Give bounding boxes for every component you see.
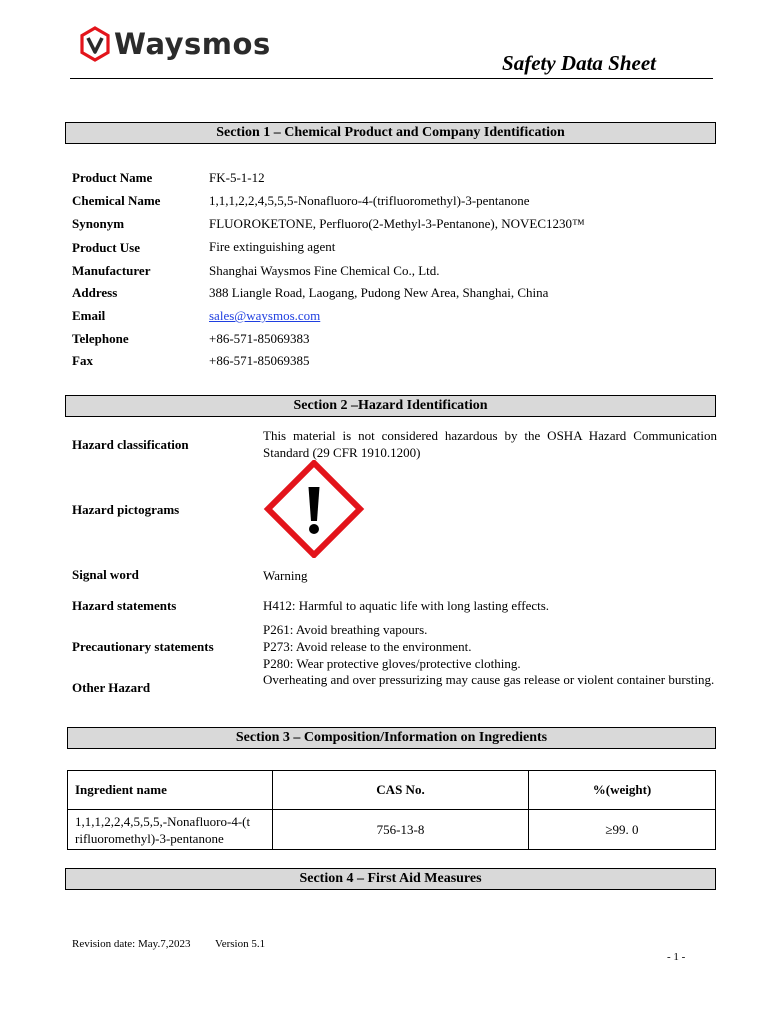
fax-value: +86-571-85069385 (209, 353, 310, 368)
table-row (68, 810, 716, 850)
table-header-row (68, 771, 716, 810)
header-divider (70, 78, 713, 79)
precautionary-statements-list (263, 621, 521, 672)
precautionary-statement: P261: Avoid breathing vapours. (263, 622, 428, 637)
hazard-pictograms-label: Hazard pictograms (72, 502, 180, 517)
product-use-value: Fire extinguishing agent (209, 239, 336, 254)
address-value: 388 Liangle Road, Laogang, Pudong New Area, Shanghai, China (209, 285, 549, 300)
section-1-header: Section 1 – Chemical Product and Company Identification (65, 122, 716, 144)
telephone-value: +86-571-85069383 (209, 331, 310, 346)
precautionary-statement: P280: Wear protective gloves/protective clothing. (263, 656, 521, 671)
precautionary-statements-label: Precautionary statements (72, 639, 214, 654)
ingredient-name-line: rifluoromethyl)-3-pentanone (75, 830, 224, 846)
product-use-label: Product Use (72, 240, 141, 255)
ingredient-name-line: 1,1,1,2,2,4,5,5,5,-Nonafluoro-4-(t (75, 813, 251, 829)
column-header-cas: CAS No. (273, 771, 529, 810)
signal-word-label: Signal word (72, 567, 139, 582)
synonym-label: Synonym (72, 216, 125, 231)
ingredient-name-cell (68, 810, 273, 850)
section-4-header: Section 4 – First Aid Measures (65, 868, 716, 890)
address-label: Address (72, 285, 118, 300)
fax-label: Fax (72, 353, 93, 368)
precautionary-statement: P273: Avoid release to the environment. (263, 639, 472, 654)
chemical-name-label: Chemical Name (72, 193, 161, 208)
section-3-header: Section 3 – Composition/Information on Ingredients (67, 727, 716, 749)
hazard-classification-value: This material is not considered hazardous by the OSHA Hazard Communication Standard (29 CFR 1910.1200) (263, 428, 717, 460)
email-label: Email (72, 308, 106, 323)
hazard-classification-label: Hazard classification (72, 437, 189, 452)
manufacturer-label: Manufacturer (72, 263, 151, 278)
cas-number-cell: 756-13-8 (273, 810, 529, 850)
hazard-statements-label: Hazard statements (72, 598, 177, 613)
hazard-statements-value: H412: Harmful to aquatic life with long lasting effects. (263, 598, 550, 613)
ingredients-table (67, 770, 716, 850)
section-2-header: Section 2 –Hazard Identification (65, 395, 716, 417)
product-name-value: FK-5-1-12 (209, 170, 265, 185)
version-label: Version 5.1 (215, 938, 266, 950)
company-logo (80, 24, 271, 64)
signal-word-value: Warning (263, 568, 308, 583)
weight-percent-cell: ≥99. 0 (529, 810, 716, 850)
brand-name: Waysmos (114, 27, 271, 61)
product-name-label: Product Name (72, 170, 153, 185)
telephone-label: Telephone (72, 331, 129, 346)
other-hazard-value: Overheating and over pressurizing may cause gas release or violent container bursting. (263, 672, 715, 687)
waysmos-logo-icon (80, 26, 110, 62)
page-number: - 1 - (667, 951, 686, 963)
exclamation-mark-ghs-icon (263, 460, 365, 558)
column-header-ingredient: Ingredient name (68, 771, 273, 810)
chemical-name-value: 1,1,1,2,2,4,5,5,5-Nonafluoro-4-(trifluoromethyl)-3-pentanone (209, 193, 530, 208)
column-header-weight: %(weight) (529, 771, 716, 810)
revision-date: Revision date: May.7,2023 (72, 938, 191, 950)
manufacturer-value: Shanghai Waysmos Fine Chemical Co., Ltd. (209, 263, 440, 278)
email-link[interactable]: sales@waysmos.com (209, 308, 321, 323)
document-title: Safety Data Sheet (502, 51, 656, 75)
synonym-value: FLUOROKETONE, Perfluoro(2-Methyl-3-Pentanone), NOVEC1230™ (209, 216, 585, 231)
other-hazard-label: Other Hazard (72, 680, 151, 695)
